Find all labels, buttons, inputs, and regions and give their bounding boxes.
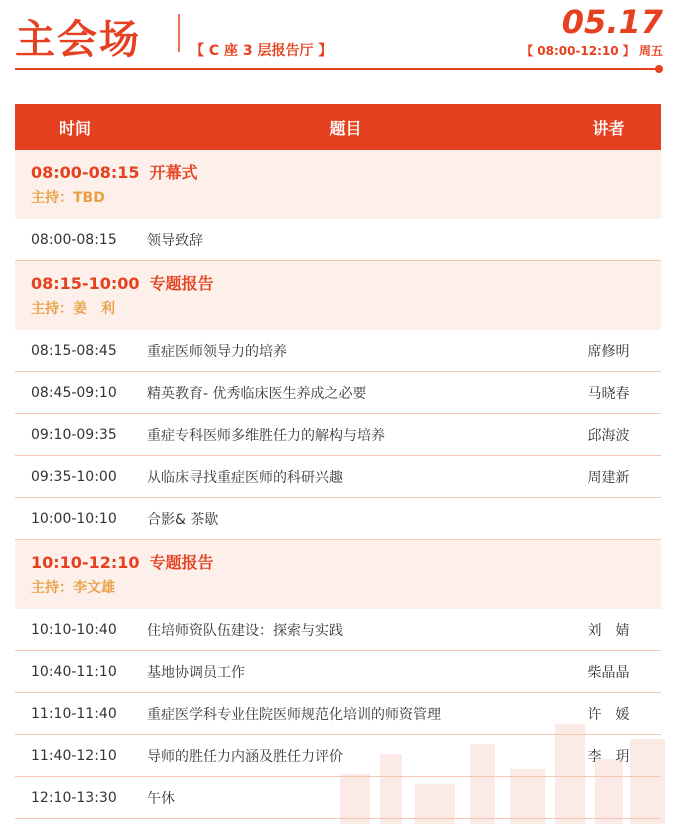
row-topic: 从临床寻找重症医师的科研兴趣 (147, 469, 343, 486)
table-row (15, 498, 661, 540)
table-row (15, 735, 661, 777)
row-topic: 重症医师领导力的培养 (147, 343, 287, 360)
row-time: 11:40-12:10 (31, 747, 117, 764)
page-header (0, 0, 678, 80)
table-row (15, 651, 661, 693)
table-row (15, 456, 661, 498)
header-speaker: 讲者 (592, 118, 625, 138)
row-speaker: 柴晶晶 (587, 664, 630, 681)
row-speaker: 席修明 (587, 343, 630, 360)
row-time: 10:10-10:40 (31, 621, 117, 638)
session-header (15, 150, 661, 219)
table-row (15, 372, 661, 414)
row-speaker: 李 玥 (587, 748, 630, 765)
event-time-range: 【 08:00-12:10 】 (521, 44, 635, 58)
session-time: 10:10-12:10 (31, 553, 140, 572)
table-row (15, 330, 661, 372)
row-time: 09:35-10:00 (31, 468, 117, 485)
event-meta (521, 42, 663, 59)
header-dot (655, 65, 663, 73)
row-time: 10:40-11:10 (31, 663, 117, 680)
row-time: 11:10-11:40 (31, 705, 117, 722)
session-host: 主持：姜 利 (31, 301, 115, 317)
session-header (15, 261, 661, 330)
session-time: 08:00-08:15 (31, 163, 140, 182)
row-topic: 住培师资队伍建设：探索与实践 (147, 622, 343, 639)
row-time: 12:10-13:30 (31, 789, 117, 806)
row-topic: 重症专科医师多维胜任力的解构与培养 (147, 427, 385, 444)
session-host: 主持：TBD (31, 190, 105, 206)
session-time: 08:15-10:00 (31, 274, 140, 293)
table-row (15, 219, 661, 261)
row-topic: 基地协调员工作 (147, 664, 245, 681)
row-topic: 午休 (147, 790, 175, 807)
header-time: 时间 (58, 118, 91, 138)
session-header (15, 540, 661, 609)
row-speaker: 马晓春 (587, 385, 630, 402)
session-title: 专题报告 (149, 553, 214, 572)
table-row (15, 609, 661, 651)
row-topic: 精英教育- 优秀临床医生养成之必要 (147, 385, 367, 402)
row-speaker: 邱海波 (587, 427, 630, 444)
row-time: 10:00-10:10 (31, 510, 117, 527)
row-speaker: 许 媛 (587, 706, 630, 723)
header-line (15, 68, 660, 70)
session-title: 开幕式 (149, 163, 198, 182)
event-date: 05.17 (561, 3, 663, 41)
table-row (15, 777, 661, 819)
row-speaker: 刘 婧 (587, 622, 630, 639)
schedule-table (15, 104, 661, 819)
row-time: 08:45-09:10 (31, 384, 117, 401)
header-topic: 题目 (329, 118, 362, 138)
table-row (15, 414, 661, 456)
row-topic: 领导致辞 (147, 232, 203, 249)
table-row (15, 693, 661, 735)
row-time: 08:00-08:15 (31, 231, 117, 248)
session-title: 专题报告 (149, 274, 214, 293)
event-weekday: 周五 (638, 44, 663, 58)
row-speaker: 周建新 (587, 469, 630, 486)
hall-location: 【 C 座 3 层报告厅 】 (190, 43, 333, 59)
table-header (15, 104, 661, 150)
row-topic: 合影& 茶歇 (147, 511, 219, 528)
session-host: 主持：李文雄 (31, 580, 115, 596)
date-block (521, 4, 663, 59)
row-time: 08:15-08:45 (31, 342, 117, 359)
row-topic: 导师的胜任力内涵及胜任力评价 (147, 748, 343, 765)
row-time: 09:10-09:35 (31, 426, 117, 443)
hall-title: 主会场 (15, 17, 141, 63)
row-topic: 重症医学科专业住院医师规范化培训的师资管理 (147, 706, 441, 723)
title-divider (178, 14, 180, 52)
